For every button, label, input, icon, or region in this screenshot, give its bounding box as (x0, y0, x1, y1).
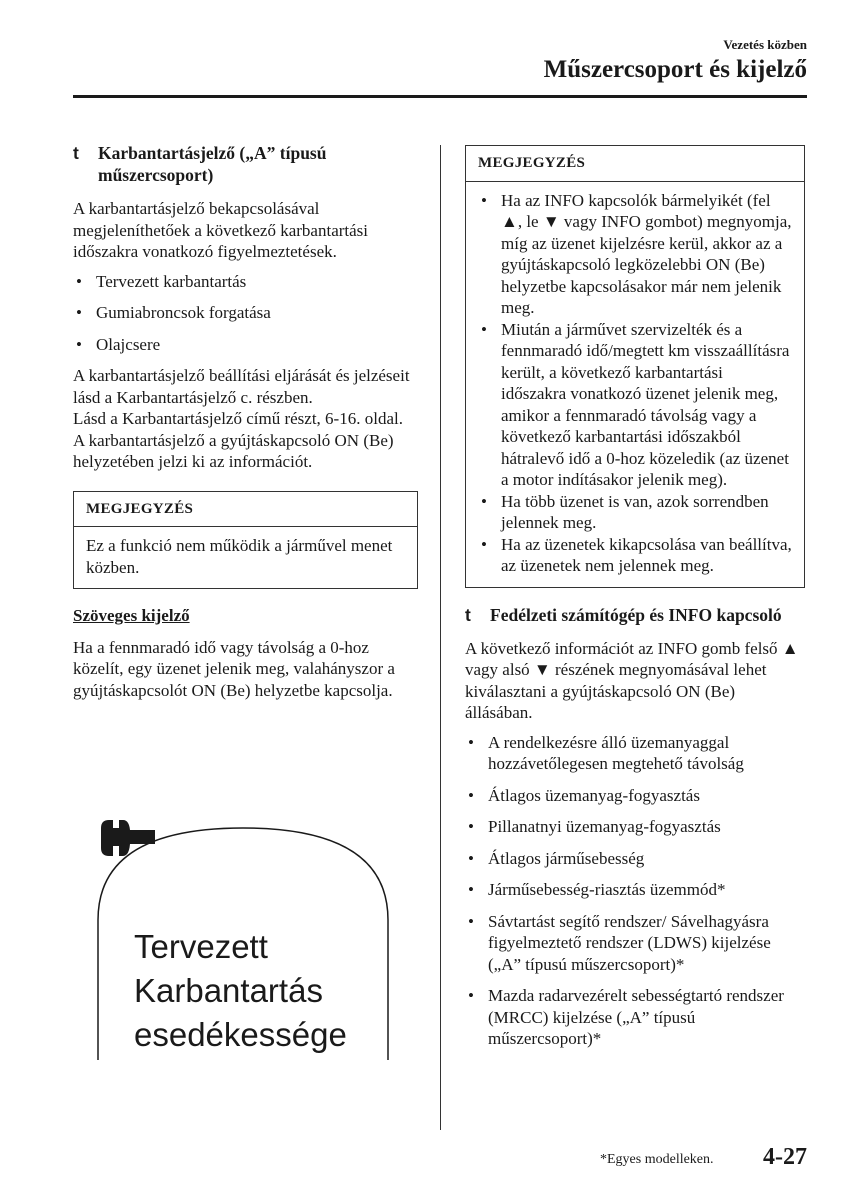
note-list (478, 190, 792, 577)
setup-reference: A karbantartásjelző beállítási eljárását és jelzéseit lásd a Karbantartásjelző c. részben. (73, 366, 410, 407)
trip-computer-intro: A következő információt az INFO gomb felső ▲ vagy alsó ▼ részének megnyomásával lehet kiválasztani a gyújtáskapcsoló ON (Be) állásában. (465, 638, 799, 722)
running-header-section: Vezetés közben (723, 37, 807, 52)
list-item: • Átlagos járműsebesség (465, 848, 805, 870)
maintenance-heading-text: Karbantartásjelző („A” típusú műszercsoport) (98, 143, 327, 185)
display-line: Karbantartás (134, 972, 323, 1009)
trip-computer-heading (465, 604, 805, 626)
list-item: • Pillanatnyi üzemanyag-fogyasztás (465, 816, 805, 838)
display-message (134, 925, 347, 1057)
note-box (465, 145, 805, 588)
note-title: MEGJEGYZÉS (466, 146, 804, 182)
trip-computer-list (465, 732, 805, 1050)
header-rule (73, 95, 807, 98)
right-column (465, 145, 805, 1060)
display-illustration (97, 820, 389, 1060)
display-line: Tervezett (134, 928, 268, 965)
ignition-info: A karbantartásjelző a gyújtáskapcsoló ON (Be) helyzetében jelzi ki az információt. (73, 430, 394, 471)
maintenance-heading (73, 142, 418, 186)
text-display-description: Ha a fennmaradó idő vagy távolság a 0-hoz közelít, egy üzenet jelenik meg, valahányszor a gyújtáskapcsolót ON (Be) helyzetbe kapcsolja. (73, 637, 395, 700)
note-body (466, 182, 804, 587)
page-reference: Lásd a Karbantartásjelző című részt, 6-16. oldal. (73, 409, 403, 428)
list-item: • Olajcsere (73, 334, 418, 356)
note-title: MEGJEGYZÉS (74, 492, 417, 528)
left-column (73, 142, 418, 709)
list-item: • Sávtartást segítő rendszer/ Sávelhagyásra figyelmeztető rendszer (LDWS) kijelzése („A” típusú műszercsoport)* (465, 911, 805, 976)
list-item: • Mazda radarvezérelt sebességtartó rendszer (MRCC) kijelzése („A” típusú műszercsoport)* (465, 985, 805, 1050)
display-line: esedékessége (134, 1016, 347, 1053)
page-number: 4-27 (763, 1144, 807, 1170)
note-box (73, 491, 418, 590)
note-text: Ez a funkció nem működik a járművel menet közben. (86, 536, 393, 577)
heading-marker: t (465, 604, 471, 625)
list-item: • Ha az INFO kapcsolók bármelyikét (fel ▲, le ▼ vagy INFO gombot) megnyomja, míg az üzenet kijelzésre kerül, akkor az a gyújtáskapcsoló legközelebbi ON (Be) helyzetbe kapcsolásakor már nem jelenik meg. (478, 190, 792, 319)
list-item: • Miután a járművet szervizelték és a fennmaradó idő/megtett km visszaállításra került, a következő karbantartási időszakra vonatkozó üzenet jelenik meg, amikor a fennmaradó távolság vagy a következő karbantartási időszakból hátralevő idő a 0-hoz közeledik (az üzenet a motor indításakor jelenik meg). (478, 319, 792, 491)
list-item: • Átlagos üzemanyag-fogyasztás (465, 785, 805, 807)
list-item: • Ha több üzenet is van, azok sorrendben jelennek meg. (478, 491, 792, 534)
text-display-subheading: Szöveges kijelző (73, 606, 190, 625)
list-item: • Tervezett karbantartás (73, 271, 418, 293)
list-item: • Ha az üzenetek kikapcsolása van beállítva, az üzenetek nem jelennek meg. (478, 534, 792, 577)
list-item: • Gumiabroncsok forgatása (73, 302, 418, 324)
wrench-icon (97, 820, 157, 858)
footnote: *Egyes modelleken. (600, 1152, 714, 1167)
list-item: • A rendelkezésre álló üzemanyaggal hozzávetőlegesen megtehető távolság (465, 732, 805, 775)
column-divider (440, 145, 441, 1130)
heading-marker: t (73, 143, 79, 163)
trip-computer-heading-text: Fedélzeti számítógép és INFO kapcsoló (490, 604, 782, 625)
list-item: • Járműsebesség-riasztás üzemmód* (465, 879, 805, 901)
maintenance-list (73, 271, 418, 356)
maintenance-intro: A karbantartásjelző bekapcsolásával megjeleníthetőek a következő karbantartási időszakra vonatkozó figyelmeztetések. (73, 199, 369, 261)
page-title: Műszercsoport és kijelző (543, 56, 807, 83)
